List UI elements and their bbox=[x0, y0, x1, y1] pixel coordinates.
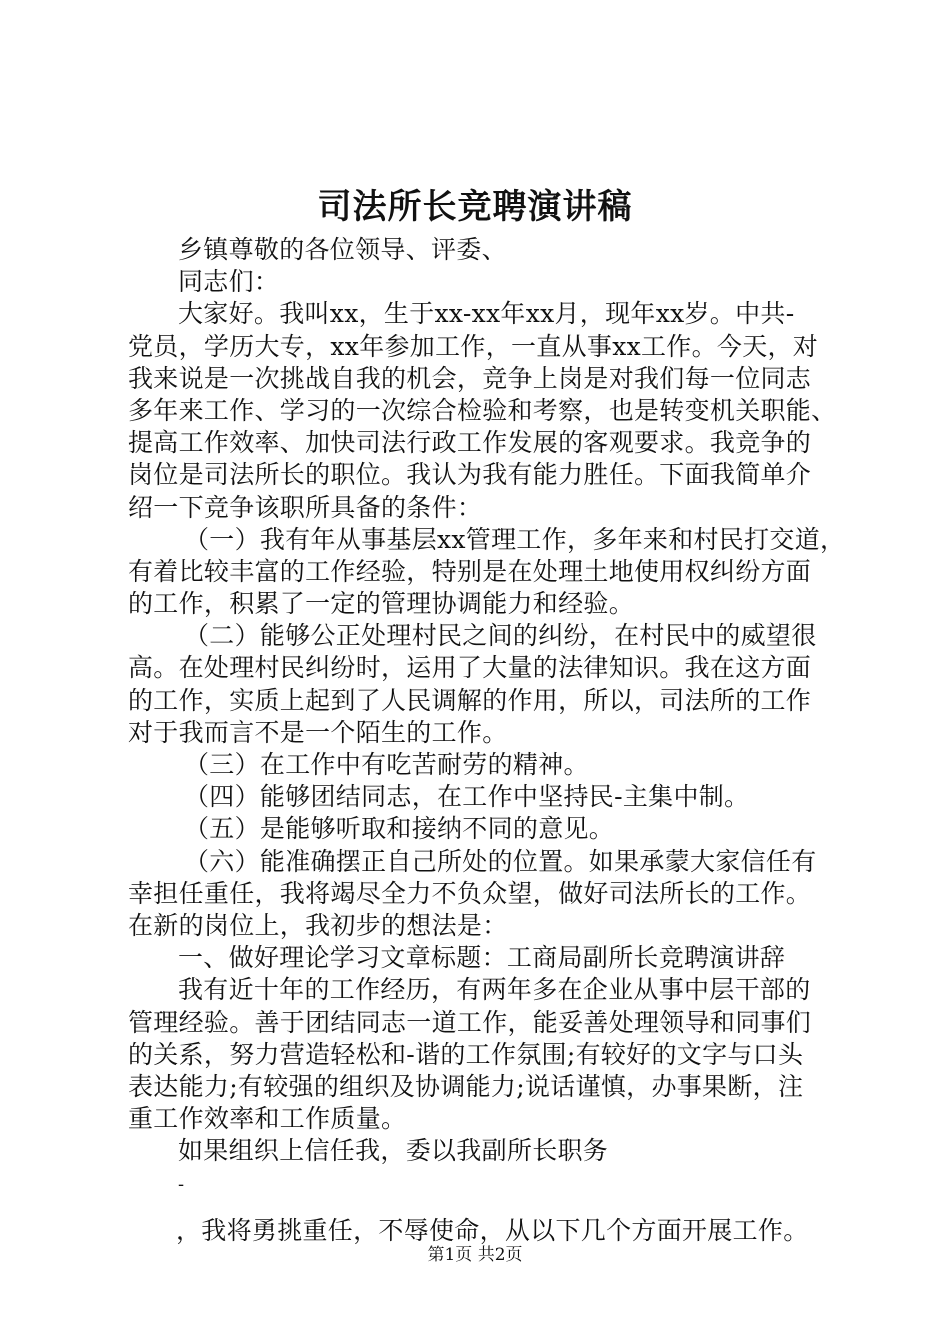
body-line: 重工作效率和工作质量。 bbox=[128, 1104, 407, 1134]
body-line: 有着比较丰富的工作经验，特别是在处理土地使用权纠纷方面 bbox=[128, 556, 812, 586]
body-line: 我有近十年的工作经历，有两年多在企业从事中层干部的 bbox=[178, 975, 811, 1005]
page-number-footer: 第1页 共2页 bbox=[427, 1245, 523, 1265]
body-line: 岗位是司法所长的职位。我认为我有能力胜任。下面我简单介 bbox=[128, 460, 812, 490]
body-line: （四）能够团结同志，在工作中坚持民-主集中制。 bbox=[184, 782, 750, 812]
body-line: 大家好。我叫xx，生于xx-xx年xx月，现年xx岁。中共- bbox=[178, 299, 795, 329]
body-line: ，我将勇挑重任，不辱使命，从以下几个方面开展工作。 bbox=[176, 1216, 809, 1246]
body-line: 我来说是一次挑战自我的机会，竞争上岗是对我们每一位同志 bbox=[128, 363, 812, 393]
body-line: 绍一下竞争该职所具备的条件： bbox=[128, 492, 483, 522]
body-line: 对于我而言不是一个陌生的工作。 bbox=[128, 717, 508, 747]
document-title: 司法所长竞聘演讲稿 bbox=[317, 187, 633, 227]
body-line: 党员，学历大专，xx年参加工作，一直从事xx工作。今天，对 bbox=[128, 331, 819, 361]
body-line: 高。在处理村民纠纷时，运用了大量的法律知识。我在这方面 bbox=[128, 653, 812, 683]
body-line: （一）我有年从事基层xx管理工作，多年来和村民打交道， bbox=[184, 524, 846, 554]
body-line: 的关系，努力营造轻松和-谐的工作氛围;有较好的文字与口头 bbox=[128, 1039, 804, 1069]
body-line: 的工作，积累了一定的管理协调能力和经验。 bbox=[128, 589, 635, 619]
body-line: （二）能够公正处理村民之间的纠纷，在村民中的威望很 bbox=[184, 621, 817, 651]
body-line: 一、做好理论学习文章标题：工商局副所长竞聘演讲辞 bbox=[178, 943, 786, 973]
body-line: 同志们： bbox=[178, 267, 280, 297]
body-line: 表达能力;有较强的组织及协调能力;说话谨慎，办事果断，注 bbox=[128, 1071, 804, 1101]
body-line: 多年来工作、学习的一次综合检验和考察，也是转变机关职能、 bbox=[128, 395, 837, 425]
body-line: 在新的岗位上，我初步的想法是： bbox=[128, 910, 508, 940]
body-line: 管理经验。善于团结同志一道工作，能妥善处理领导和同事们 bbox=[128, 1007, 812, 1037]
document-body bbox=[128, 234, 846, 1248]
body-line: （五）是能够听取和接纳不同的意见。 bbox=[184, 814, 615, 844]
body-line: 幸担任重任，我将竭尽全力不负众望，做好司法所长的工作。 bbox=[128, 878, 812, 908]
body-line: 提高工作效率、加快司法行政工作发展的客观要求。我竞争的 bbox=[128, 428, 812, 458]
body-line: （三）在工作中有吃苦耐劳的精神。 bbox=[184, 750, 589, 779]
body-line: 如果组织上信任我，委以我副所长职务 bbox=[178, 1136, 609, 1166]
body-line: 的工作，实质上起到了人民调解的作用，所以，司法所的工作 bbox=[128, 685, 812, 715]
body-line: （六）能准确摆正自己所处的位置。如果承蒙大家信任有 bbox=[184, 846, 817, 876]
body-line: - bbox=[178, 1174, 185, 1196]
body-line: 乡镇尊敬的各位领导、评委、 bbox=[178, 235, 507, 264]
